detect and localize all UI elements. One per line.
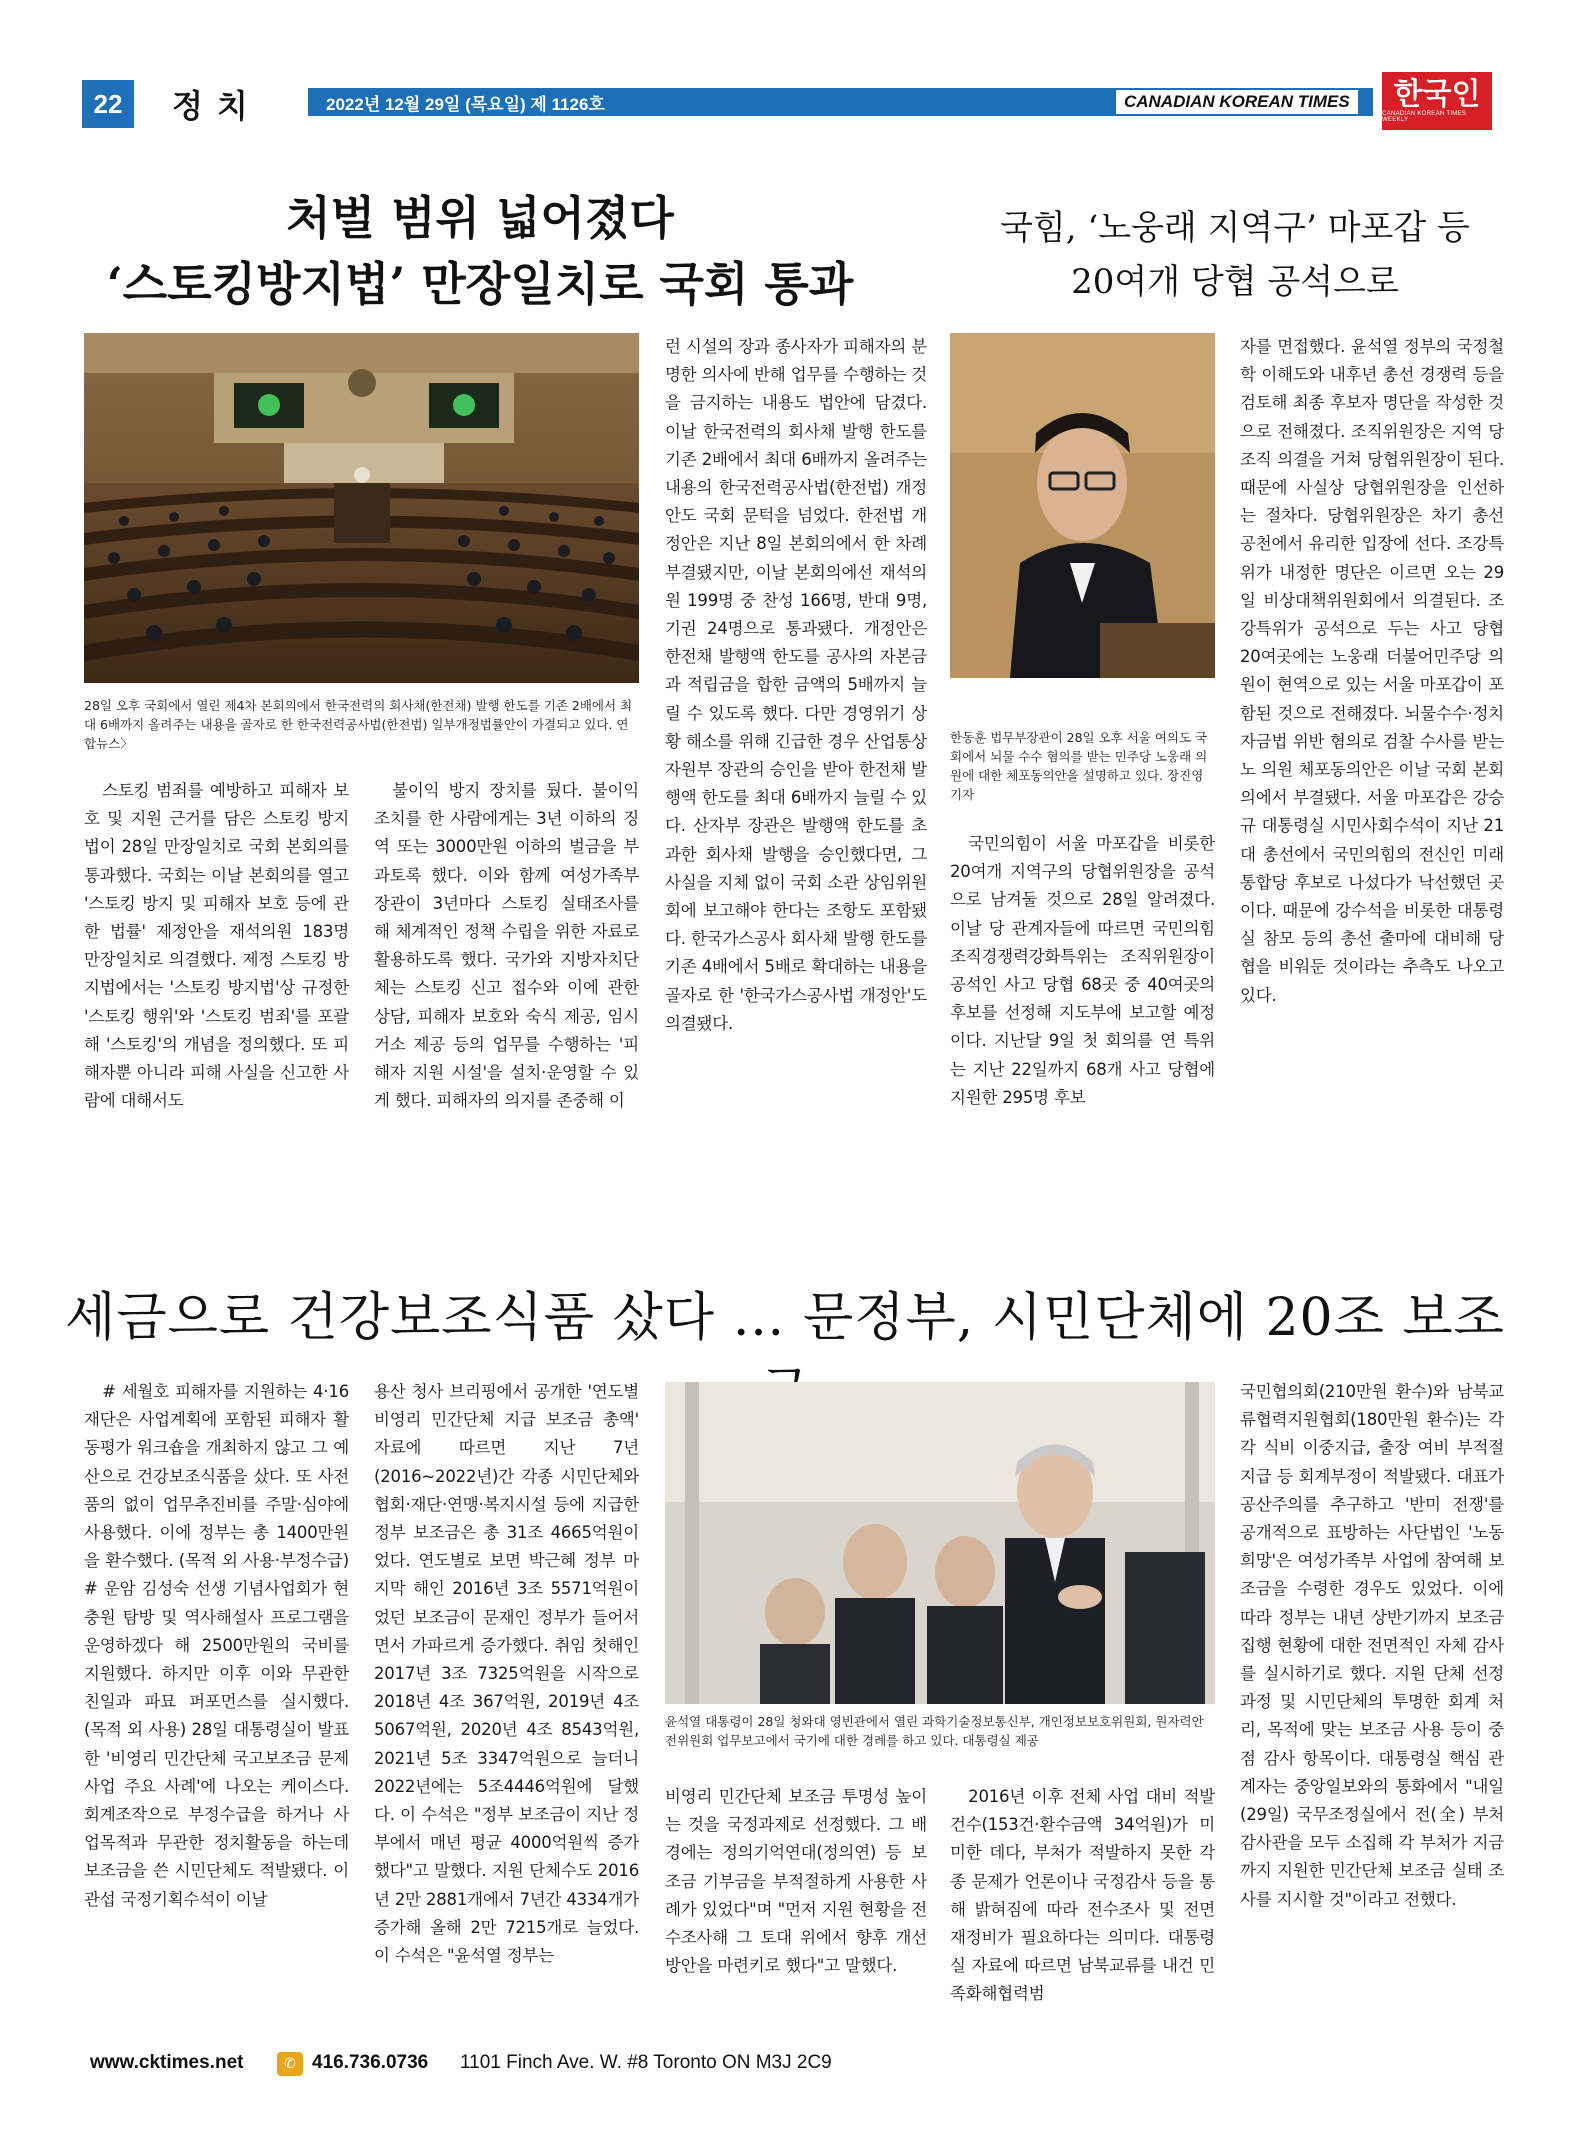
president-photo: [665, 1382, 1215, 1704]
address: 1101 Finch Ave. W. #8 Toronto ON M3J 2C9: [460, 2052, 832, 2073]
minister-photo-graphic: [950, 333, 1215, 678]
article3-column-4: 2016년 이후 전체 사업 대비 적발 건수(153건·환수금액 34억원)가 미미한 데다, 부처가 적발하지 못한 각종 문제가 언론이나 국정감사 등을 통해 밝혀짐에 따라 전수조사 및 전면 재정비가 필요하다는 의미다. 대통령실 자료에 따르면 남북교류를 내건 민족화해협력범: [950, 1787, 1215, 2004]
article1-column-1: 스토킹 범죄를 예방하고 피해자 보호 및 지원 근거를 담은 스토킹 방지법이 28일 만장일치로 국회 본회의를 통과했다. 국회는 이날 본회의를 열고 '스토킹 방지 및 피해자 보호 등에 관한 법률' 제정안을 재석의원 183명 만장일치로 의결했다. 제정 스토킹 방지법에서는 '스토킹 방지법'상 규정한 '스토킹 행위'와 '스토킹 범죄'를 포괄해 '스토킹'의 개념을 정의했다. 또 피해자뿐 아니라 피해 사실을 신고한 사람에 대해서도: [84, 781, 349, 1111]
article3-column-2: 용산 청사 브리핑에서 공개한 '연도별 비영리 민간단체 지급 보조금 총액' 자료에 따르면 지난 7년(2016~2022년)간 각종 시민단체와 협회·재단·연맹·복지시설 등에 지급한 정부 보조금은 총 31조 4665억원이었다. 연도별로 보면 박근혜 정부 마지막 해인 2016년 3조 5571억원이었던 보조금이 문재인 정부가 들어서면서 가파르게 증가했다. 취임 첫해인 2017년 3조 7325억원을 시작으로 2018년 4조 367억원, 2019년 4조 5067억원, 2020년 4조 8543억원, 2021년 5조 3347억원으로 늘더니 2022년에는 5조4446억원에 달했다. 이 수석은 "정부 보조금이 지난 정부에서 매년 평균 4000억원씩 증가했다"고 말했다. 지원 단체수도 2016년 2만 2881개에서 7년간 4334개가 증가해 올해 2만 7215개로 늘었다. 이 수석은 "윤석열 정부는: [374, 1382, 639, 1966]
page-number: 22: [82, 80, 134, 128]
issue-date: 2022년 12월 29일 (목요일) 제 1126호: [326, 94, 605, 114]
president-photo-graphic: [665, 1382, 1215, 1704]
paper-name-en: CANADIAN KOREAN TIMES: [1116, 90, 1358, 114]
article1-column-3: 런 시설의 장과 종사자가 피해자의 분명한 의사에 반해 업무를 수행하는 것을 금지하는 내용도 법안에 담겼다. 이날 한국전력의 회사채 발행 한도를 기존 2배에서 최대 6배까지 올려주는 내용의 한국전력공사법(한전법) 개정안도 국회 문턱을 넘었다. 한전법 개정안은 지난 8일 본회의에서 한 차례 부결됐지만, 이날 본회의에선 재석의원 199명 중 찬성 166명, 반대 9명, 기권 24명으로 통과됐다. 개정안은 한전채 발행액 한도를 공사의 자본금과 적립금을 합한 금액의 5배까지 늘릴 수 있도록 했다. 다만 경영위기 상황 해소를 위해 긴급한 경우 산업통상자원부 장관의 승인을 받아 한전채 발행액 한도를 최대 6배까지 늘릴 수 있다. 산자부 장관은 발행액 한도를 초과한 회사채 발행을 승인했다면, 그 사실을 지체 없이 국회 소관 상임위원회에 보고해야 한다는 조항도 포함됐다. 한국가스공사 회사채 발행 한도를 기존 4배에서 5배로 확대하는 내용을 골자로 한 '한국가스공사법 개정안'도 의결됐다.: [665, 337, 927, 1033]
phone-icon: ✆: [277, 2052, 303, 2076]
article2-headline-line2: 20여개 당협 공석으로: [1071, 262, 1399, 302]
minister-photo-caption: 한동훈 법무부장관이 28일 오후 서울 여의도 국회에서 뇌물 수수 혐의를 받는 민주당 노웅래 의원에 대한 체포동의안을 설명하고 있다. 장진영 기자: [950, 730, 1208, 802]
paper-logo: [1382, 72, 1492, 130]
assembly-photo: [84, 333, 639, 683]
article3-column-3: 비영리 민간단체 보조금 투명성 높이는 것을 국정과제로 선정했다. 그 배경에는 정의기억연대(정의연) 등 보조금 기부금을 부적절하게 사용한 사례가 있었다"며 "먼저 지원 현황을 전수조사해 그 토대 위에서 향후 개선 방안을 마련키로 했다"고 말했다.: [665, 1787, 927, 1976]
logo-text: 한국인: [1393, 77, 1481, 112]
article3-column-5: 국민협의회(210만원 환수)와 남북교류협력지원협회(180만원 환수)는 각각 식비 이중지급, 출장 여비 부적절 지급 등 회계부정이 적발됐다. 대표가 공산주의를 추구하고 '반미 전쟁'를 공개적으로 표방하는 사단법인 '노동희망'은 여성가족부 사업에 참여해 보조금을 수령한 경우도 있었다. 이에 따라 정부는 내년 상반기까지 보조금 집행 현황에 대한 전면적인 자체 감사를 실시하기로 했다. 지원 단체 선정 과정 및 시민단체의 투명한 회계 처리, 목적에 맞는 보조금 사용 등이 중점 감사 항목이다. 대통령실 핵심 관계자는 중앙일보와의 통화에서 "내일(29일) 국무조정실에서 전(全) 부처 감사관을 모두 소집해 각 부처가 지금까지 지원한 민간단체 보조금 실태 조사를 지시할 것"이라고 전했다.: [1240, 1382, 1504, 1909]
logo-subtext: CANADIAN KOREAN TIMES WEEKLY: [1382, 111, 1467, 123]
assembly-photo-graphic: [84, 333, 639, 683]
assembly-photo-caption: 28일 오후 국회에서 열린 제4차 본회의에서 한국전력의 회사채(한전채) 발행 한도를 기존 2배에서 최대 6배까지 올려주는 내용을 골자로 한 한국전력공사법(한전법) 일부개정법률안이 가결되고 있다. 연합뉴스〉: [84, 698, 633, 751]
article1-column-2: 불이익 방지 장치를 뒀다. 불이익 조치를 한 사람에게는 3년 이하의 징역 또는 3000만원 이하의 벌금을 부과토록 했다. 이와 함께 여성가족부 장관이 3년마다 스토킹 실태조사를 해 체계적인 정책 수립을 위한 자료로 활용하도록 했다. 국가와 지방자치단체는 스토킹 신고 접수와 이에 관한 상담, 피해자 보호와 숙식 제공, 임시 거소 제공 등의 업무를 수행하는 '피해자 지원 시설'을 설치·운영할 수 있게 했다. 피해자의 의지를 존중해 이: [374, 781, 639, 1111]
article2-column-1: 국민의힘이 서울 마포갑을 비롯한 20여개 지역구의 당협위원장을 공석으로 남겨둘 것으로 28일 알려졌다. 이날 당 관계자들에 따르면 국민의힘 조직경쟁력강화특위는 조직위원장이 공석인 사고 당협 68곳 중 40여곳의 후보를 선정해 지도부에 보고할 예정이다. 지난달 9일 첫 회의를 연 특위는 지난 22일까지 68개 사고 당협에 지원한 295명 후보: [950, 834, 1215, 1107]
phone-number: 416.736.0736: [312, 2052, 429, 2073]
article3-column-1: # 세월호 피해자를 지원하는 4·16 재단은 사업계획에 포함된 피해자 활동평가 워크숍을 개최하지 않고 그 예산으로 건강보조식품을 샀다. 또 사전 품의 없이 업무추진비를 주말·심야에 사용했다. 이에 정부는 총 1400만원을 환수했다. (목적 외 사용·부정수급) # 운암 김성숙 선생 기념사업회가 현충원 탐방 및 역사해설사 프로그램을 운영하겠다 해 2500만원의 국비를 지원했다. 하지만 이후 이와 무관한 친일과 파묘 퍼포먼스를 실시했다. (목적 외 사용) 28일 대통령실이 발표한 '비영리 민간단체 국고보조금 문제사업 주요 사례'에 나오는 케이스다. 회계조작으로 부정수급을 하거나 사업목적과 무관한 정치활동을 하는데 보조금을 쓴 시민단체도 적발됐다. 이관섭 국정기획수석이 이날: [84, 1382, 349, 1909]
minister-photo: [950, 333, 1215, 678]
article1-headline-line2: ‘스토킹방지법’ 만장일치로 국회 통과: [106, 257, 854, 311]
article1-headline-line1: 처벌 범위 넓어졌다: [286, 191, 674, 245]
article3-headline: 세금으로 건강보조식품 샀다 … 문정부, 시민단체에 20조 보조: [65, 1288, 1505, 1348]
website-link[interactable]: www.cktimes.net: [90, 2052, 244, 2073]
article2-column-2: 자를 면접했다. 윤석열 정부의 국정철학 이해도와 내후년 총선 경쟁력 등을 검토해 최종 후보자 명단을 작성한 것으로 전해졌다. 조직위원장은 지역 당조직 의결을 거쳐 당협위원장이 된다. 때문에 사실상 당협위원장을 인선하는 절차다. 당협위원장은 차기 총선 공천에서 유리한 입장에 선다. 조강특위가 내정한 명단은 이르면 오는 29일 비상대책위원회에서 의결된다. 조강특위가 공석으로 두는 사고 당협 20여곳에는 노웅래 더불어민주당 의원이 현역으로 있는 서울 마포갑이 포함된 것으로 전해졌다. 뇌물수수·정치자금법 위반 혐의로 검찰 수사를 받는 노 의원 체포동의안은 이날 국회 본회의에서 부결됐다. 서울 마포갑은 강승규 대통령실 시민사회수석이 지난 21대 총선에서 국민의힘의 전신인 미래통합당 후보로 나섰다가 낙선했던 곳이다. 때문에 강수석을 비롯한 대통령실 참모 등의 총선 출마에 대비해 당협을 비워둔 것이라는 추측도 나오고 있다.: [1240, 337, 1504, 1005]
section-title: 정치: [172, 87, 262, 125]
article2-headline-line1: 국힘, ‘노웅래 지역구’ 마포갑 등: [1000, 208, 1470, 248]
president-photo-caption: 윤석열 대통령이 28일 청와대 영빈관에서 열린 과학기술정보통신부, 개인정보보호위원회, 원자력안전위원회 업무보고에서 국기에 대한 경례를 하고 있다. 대통령실 제공: [665, 1714, 1204, 1748]
